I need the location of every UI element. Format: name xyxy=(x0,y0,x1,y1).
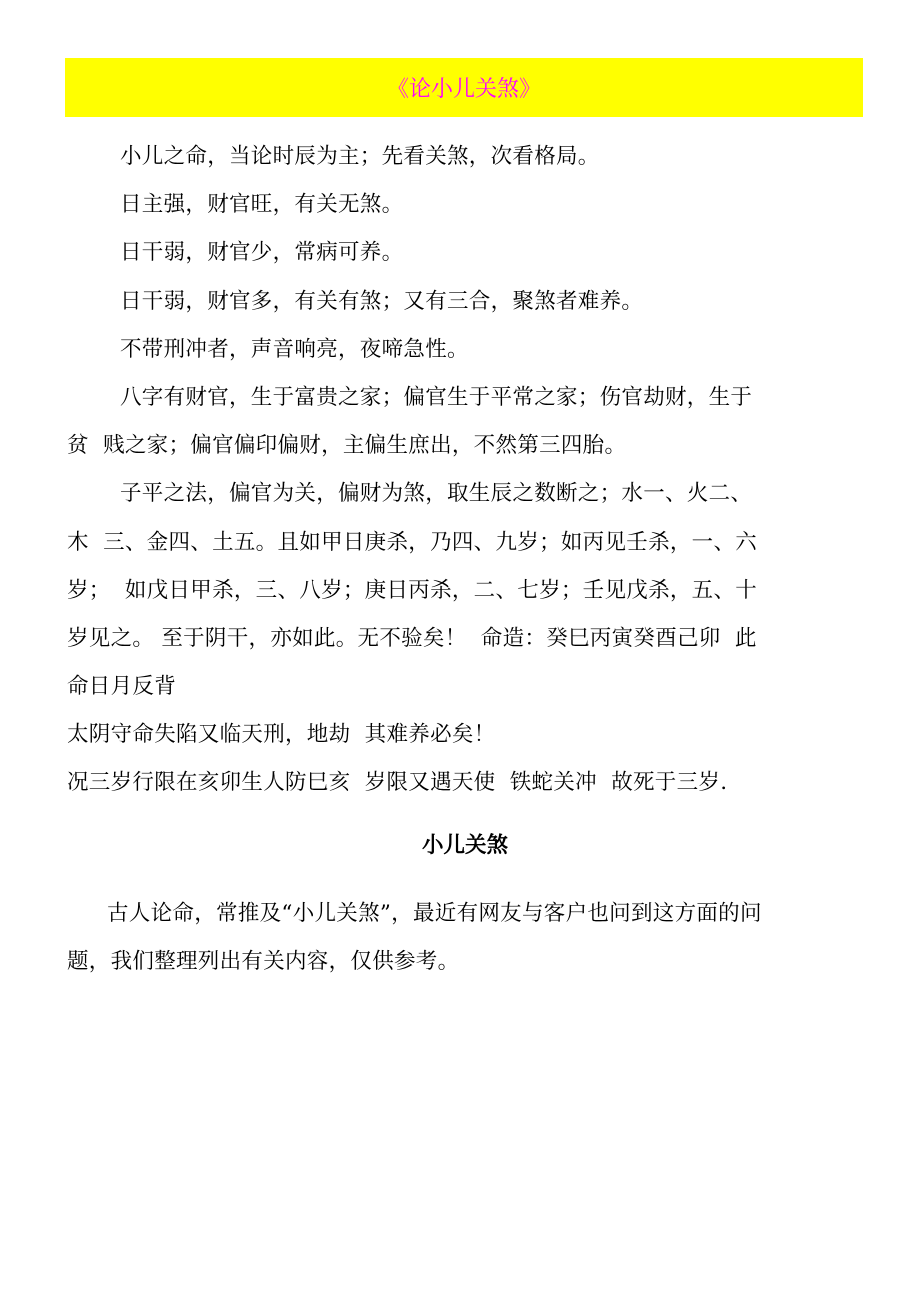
text-line: 八字有财官，生于富贵之家；偏官生于平常之家；伤官劫财，生于 xyxy=(120,384,753,410)
text-line: 命日月反背 xyxy=(67,674,177,700)
text-line: 小儿之命，当论时辰为主；先看关煞，次看格局。 xyxy=(120,144,600,169)
text-line: 岁； 如戊日甲杀，三、八岁；庚日丙杀，二、七岁；壬见戊杀，五、十 xyxy=(67,577,758,603)
section-1-body xyxy=(67,133,857,808)
text-line: 子平之法，偏官为关，偏财为煞，取生辰之数断之；水一、火二、 xyxy=(120,481,753,507)
text-line: 题，我们整理列出有关内容，仅供参考。 xyxy=(67,949,460,975)
text-line: 日干弱，财官多，有关有煞；又有三合，聚煞者难养。 xyxy=(120,288,644,314)
title-banner xyxy=(65,58,863,117)
text-line: 日干弱，财官少，常病可养。 xyxy=(120,240,404,266)
text-line: 日主强，财官旺，有关无煞。 xyxy=(120,192,404,218)
text-line: 不带刑冲者，声音响亮，夜啼急性。 xyxy=(120,336,469,362)
text-line: 贫 贱之家；偏官偏印偏财，主偏生庶出，不然第三四胎。 xyxy=(67,433,627,459)
section-heading: 小儿关煞 xyxy=(421,833,508,858)
section-2-body xyxy=(67,890,857,986)
text-line: 木 三、金四、土五。且如甲日庚杀，乃四、九岁；如丙见壬杀，一、六 xyxy=(67,529,758,555)
text-line: 太阴守命失陷又临天刑，地劫 其难养必矣！ xyxy=(67,722,496,748)
text-line: 况三岁行限在亥卯生人防巳亥 岁限又遇天使 铁蛇关冲 故死于三岁. xyxy=(67,770,728,796)
text-line: 古人论命，常推及“小儿关煞”，最近有网友与客户也问到这方面的问 xyxy=(107,901,762,926)
text-line: 岁见之。 至于阴干，亦如此。无不验矣！ 命造：癸巳丙寅癸酉己卯 此 xyxy=(67,625,757,651)
document-title: 《论小儿关煞》 xyxy=(386,77,541,102)
